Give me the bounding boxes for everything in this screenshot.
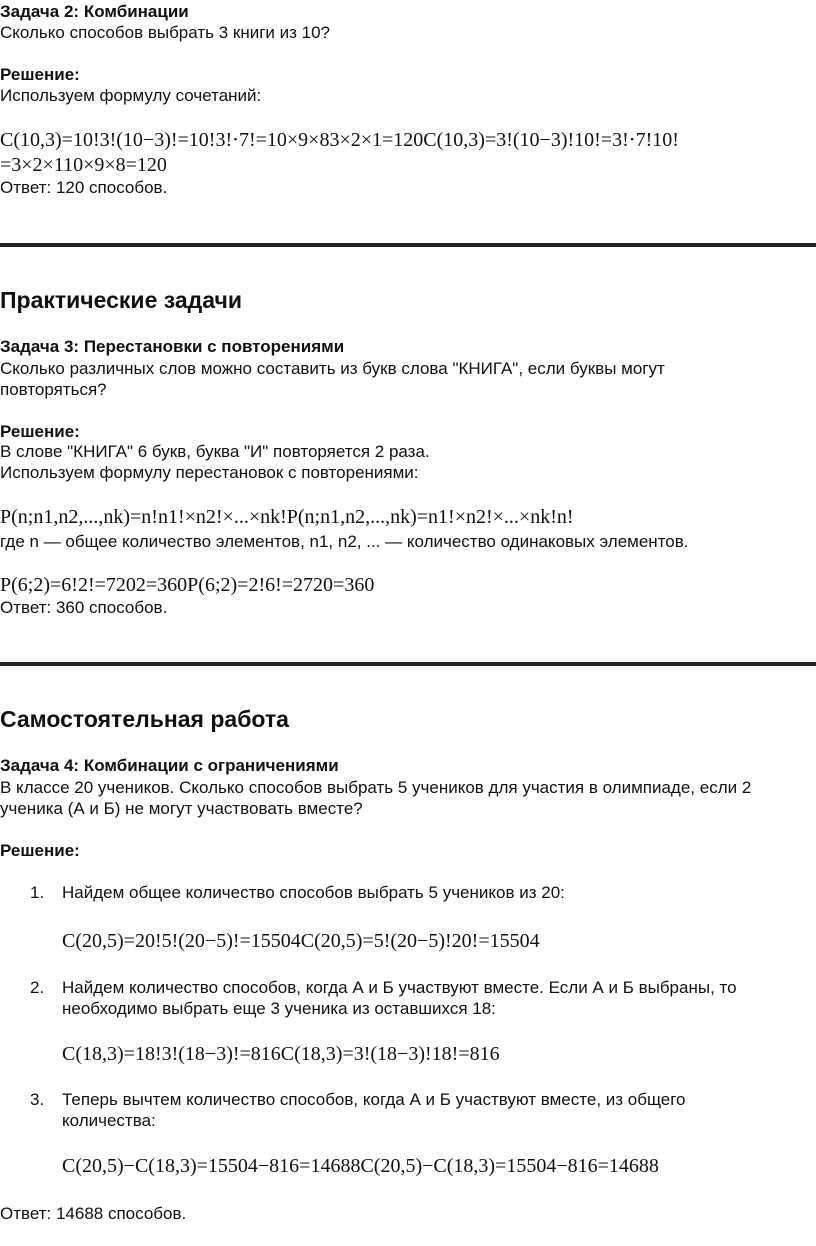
task3-answer: Ответ: 360 способов. (0, 598, 168, 617)
task2-formula-line2: =3×2×110×9×8=120 (0, 154, 167, 176)
task3-question-line1: Сколько различных слов можно составить из букв слова "КНИГА", если буквы могут (0, 359, 665, 378)
task3-title: Задача 3: Перестановки с повторениями (0, 337, 345, 356)
task3-text-line2: Используем формулу перестановок с повторениями: (0, 463, 419, 482)
step-formula: C(20,5)=20!5!(20−5)!=15504C(20,5)=5!(20−5)!20!=15504 (62, 930, 540, 952)
task4-solution-label: Решение: (0, 841, 80, 860)
task2-title: Задача 2: Комбинации (0, 2, 189, 21)
step-text: Найдем количество способов, когда А и Б участвуют вместе. Если А и Б выбраны, то (62, 978, 737, 997)
task3-text-line1: В слове "КНИГА" 6 букв, буква "И" повторяется 2 раза. (0, 442, 430, 461)
step-text: необходимо выбрать еще 3 ученика из оставшихся 18: (62, 999, 496, 1018)
step-number: 3. (30, 1090, 45, 1109)
task4-question-line2: ученика (А и Б) не могут участвовать вместе? (0, 799, 363, 818)
step-text: Теперь вычтем количество способов, когда А и Б участвуют вместе, из общего (62, 1090, 686, 1109)
task3-formula-note: где n — общее количество элементов, n1, n2, ... — количество одинаковых элементов. (0, 532, 689, 551)
section-heading-independent: Самостоятельная работа (0, 706, 289, 732)
task3-question-line2: повторяться? (0, 380, 107, 399)
section-divider (0, 662, 816, 666)
step-text: количества: (62, 1111, 156, 1130)
task4-title: Задача 4: Комбинации с ограничениями (0, 756, 339, 775)
section-divider (0, 243, 816, 247)
task4-question-line1: В классе 20 учеников. Сколько способов выбрать 5 учеников для участия в олимпиаде, если 2 (0, 778, 752, 797)
section-heading-practical: Практические задачи (0, 287, 242, 313)
task4-answer: Ответ: 14688 способов. (0, 1204, 187, 1223)
task2-question: Сколько способов выбрать 3 книги из 10? (0, 23, 331, 42)
step-number: 1. (30, 883, 45, 902)
task3-solution-label: Решение: (0, 422, 80, 441)
step-formula: C(18,3)=18!3!(18−3)!=816C(18,3)=3!(18−3)!18!=816 (62, 1043, 500, 1065)
task3-formula-general: P(n;n1,n2,...,nk)=n!n1!×n2!×...×nk!P(n;n1,n2,...,nk)=n1!×n2!×...×nk!n! (0, 506, 574, 528)
step-number: 2. (30, 978, 45, 997)
task2-formula-intro: Используем формулу сочетаний: (0, 86, 262, 105)
task3-formula-specific: P(6;2)=6!2!=7202=360P(6;2)=2!6!=2720=360 (0, 574, 375, 596)
task2-solution-label: Решение: (0, 65, 80, 84)
step-formula: C(20,5)−C(18,3)=15504−816=14688C(20,5)−C(18,3)=15504−816=14688 (62, 1155, 659, 1177)
task2-formula-line1: C(10,3)=10!3!(10−3)!=10!3!⋅7!=10×9×83×2×1=120C(10,3)=3!(10−3)!10!=3!⋅7!10! (0, 129, 679, 151)
task2-answer: Ответ: 120 способов. (0, 178, 168, 197)
step-text: Найдем общее количество способов выбрать 5 учеников из 20: (62, 883, 565, 902)
